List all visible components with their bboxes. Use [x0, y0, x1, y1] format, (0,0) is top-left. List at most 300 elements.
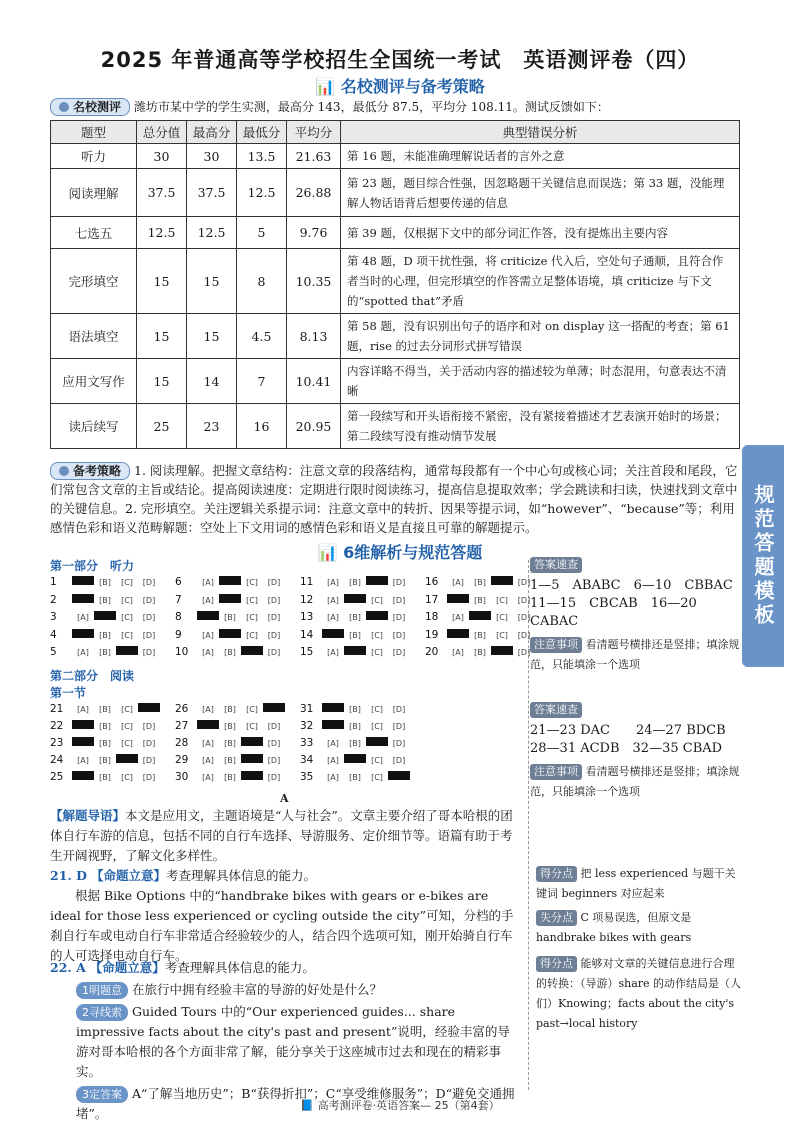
table-header: 最低分 [237, 121, 287, 144]
question-number: 3 [50, 611, 57, 623]
option-bubble: [D] [267, 756, 281, 765]
question-number: 21 [50, 703, 64, 715]
section-title-strategy: 📊 名校测评与备考策略 [315, 77, 485, 96]
option-bubble: [A] [452, 578, 464, 587]
answer-bubble-row [50, 754, 160, 766]
question-number: 1 [50, 576, 57, 588]
chart-icon: 📊 [317, 543, 344, 562]
option-bubble: [B] [224, 648, 236, 657]
option-bubble: [D] [267, 578, 281, 587]
option-bubble [491, 576, 513, 585]
step3-tag: 3定答案 [76, 1086, 128, 1103]
answer-bubble-row [300, 576, 410, 588]
ceping-row [50, 98, 740, 116]
option-bubble: [C] [246, 578, 258, 587]
option-bubble [241, 771, 263, 780]
option-bubble: [A] [327, 595, 339, 605]
answer-bubble-row [50, 720, 160, 732]
option-bubble: [A] [327, 613, 339, 622]
question-number: 20 [425, 646, 439, 658]
question-number: 32 [300, 720, 314, 732]
option-bubble: [D] [392, 756, 406, 765]
option-bubble: [D] [392, 595, 406, 605]
option-bubble [447, 594, 469, 603]
option-bubble: [D] [142, 595, 156, 605]
option-bubble: [B] [224, 773, 236, 782]
answer-bubble-row [425, 576, 535, 588]
ceping-tag: 名校测评 [50, 98, 130, 116]
option-bubble: [B] [224, 739, 236, 748]
option-bubble [219, 576, 241, 585]
answer-bubble-row [300, 720, 410, 732]
option-bubble: [D] [392, 722, 406, 731]
q21-block [50, 866, 520, 966]
option-bubble: [C] [371, 722, 383, 731]
option-bubble: [D] [267, 630, 281, 640]
answer-line: 11—15 CBCAB 16—20 CABAC [530, 596, 697, 629]
answer-bubble-row [175, 629, 285, 641]
option-bubble: [A] [327, 648, 339, 657]
option-bubble [344, 594, 366, 603]
option-bubble: [B] [474, 630, 486, 640]
table-row [51, 144, 740, 169]
option-bubble: [A] [202, 648, 214, 657]
error-analysis-cell: 第 39 题，仅根据下文中的部分词汇作答，没有提炼出主要内容 [341, 217, 740, 249]
question-number: 15 [300, 646, 314, 658]
table-cell: 七选五 [51, 217, 137, 249]
option-bubble [116, 646, 138, 655]
option-bubble [138, 703, 160, 712]
option-bubble: [B] [474, 578, 486, 587]
option-bubble: [B] [349, 722, 361, 731]
option-bubble: [B] [99, 595, 111, 605]
option-bubble [366, 737, 388, 746]
option-bubble: [C] [121, 705, 133, 714]
answer-bubble-row [50, 576, 160, 588]
table-header: 平均分 [287, 121, 341, 144]
option-bubble: [A] [202, 756, 214, 765]
guide-label: 【解题导语】 [50, 808, 126, 823]
answer-line: 28—31 ACDB 32—35 CBAD [530, 741, 723, 756]
option-bubble: [D] [392, 705, 406, 714]
answer-bubble-row [50, 594, 160, 606]
question-number: 31 [300, 703, 314, 715]
table-cell: 37.5 [137, 169, 187, 217]
option-bubble: [B] [224, 613, 236, 622]
option-bubble: [C] [496, 595, 508, 605]
option-bubble [469, 611, 491, 620]
score-table [50, 120, 740, 449]
table-cell: 4.5 [237, 314, 287, 359]
note-text: 看清题号横排还是竖排；填涂规范，只能填涂一个选项 [530, 765, 740, 798]
chart-icon: 📊 [315, 77, 341, 96]
table-cell: 12.5 [137, 217, 187, 249]
table-row [51, 359, 740, 404]
option-bubble: [A] [327, 578, 339, 587]
table-cell: 7 [237, 359, 287, 404]
table-cell: 10.35 [287, 249, 341, 314]
note-tag: 注意事项 [530, 764, 582, 780]
option-bubble: [D] [517, 613, 531, 622]
error-analysis-cell: 第 48 题，D 项干扰性强，将 criticize 代入后，空处句子通顺，且符合作者当时的心理，但完形填空的作答需立足整体语境，填 criticize 与下文的“spotted that”矛盾 [341, 249, 740, 314]
error-analysis-cell: 第 23 题，题目综合性强，因忽略题干关键信息而误选；第 33 题，没能理解人物话语背后想要传递的信息 [341, 169, 740, 217]
question-number: 10 [175, 646, 189, 658]
answer-bubble-row [50, 771, 160, 783]
table-cell: 8 [237, 249, 287, 314]
option-bubble: [D] [267, 613, 281, 622]
option-bubble: [D] [142, 613, 156, 622]
option-bubble: [D] [142, 773, 156, 782]
option-bubble: [D] [142, 648, 156, 657]
option-bubble: [D] [142, 722, 156, 731]
table-header: 典型错误分析 [341, 121, 740, 144]
question-number: 4 [50, 628, 57, 641]
q21-explanation: 根据 Bike Options 中的“handbrake bikes with gears or e-bikes are ideal for those less experienced or cycling outside the city”可知，分档的手刹自行车或电动自行车非常适合经验较少的人，结合四个选项可知，刚开始骑自行车的人可选择电动自行车。 [50, 888, 514, 963]
option-bubble: [B] [224, 705, 236, 714]
option-bubble: [B] [349, 773, 361, 782]
question-number: 33 [300, 737, 314, 749]
ceping-intro: 潍坊市某中学的学生实测，最高分 143，最低分 87.5，平均分 108.11。测试反馈如下： [133, 100, 609, 114]
option-bubble: [B] [349, 739, 361, 748]
option-bubble [72, 629, 94, 638]
answer-bubble-row [175, 754, 285, 766]
table-cell: 5 [237, 217, 287, 249]
option-bubble [72, 576, 94, 585]
option-bubble [344, 754, 366, 763]
section-title-analysis: 📊 6维解析与规范答题 [317, 543, 483, 562]
option-bubble [241, 646, 263, 655]
option-bubble: [B] [99, 578, 111, 587]
table-row [51, 314, 740, 359]
option-bubble: [C] [371, 595, 383, 605]
answer-bubble-row [300, 611, 410, 623]
step2-text: Guided Tours 中的“Our experienced guides... share impressive facts about the city's past and present”说明，经验丰富的导游对哥本哈根的各个方面非常了解，能分享关于这座城市过去和现在的精彩事实。 [76, 1004, 510, 1079]
answer-bubble-row [300, 737, 410, 749]
logo-icon: 📘 [300, 1099, 318, 1112]
option-bubble: [C] [371, 630, 383, 640]
option-bubble [72, 737, 94, 746]
error-analysis-cell: 第 58 题，没有识别出句子的语序和对 on display 这一搭配的考查；第 61 题，rise 的过去分词形式拼写错误 [341, 314, 740, 359]
table-cell: 阅读理解 [51, 169, 137, 217]
table-cell: 16 [237, 404, 287, 449]
option-bubble: [D] [392, 613, 406, 622]
question-number: 30 [175, 771, 189, 783]
table-cell: 9.76 [287, 217, 341, 249]
question-number: 24 [50, 754, 64, 766]
score-point-text: 能够对文章的关键信息进行合理的转换：（导游）share 的动作结局是（人们）Knowing；facts about the city's past→local history [536, 957, 742, 1030]
option-bubble: [C] [121, 595, 133, 605]
question-number: 17 [425, 593, 439, 606]
answer-bubble-row [300, 771, 410, 783]
option-bubble: [D] [267, 595, 281, 605]
option-bubble: [A] [202, 773, 214, 782]
option-bubble: [C] [246, 705, 258, 714]
table-cell: 14 [187, 359, 237, 404]
page-title: 2025 年普通高等学校招生全国统一考试 英语测评卷（四） [100, 48, 700, 72]
table-cell: 15 [187, 314, 237, 359]
table-header: 题型 [51, 121, 137, 144]
answer-check-tag: 答案速查 [530, 557, 582, 573]
answer-bubble-row [300, 629, 410, 641]
option-bubble: [D] [517, 595, 531, 605]
answer-bubble-row [175, 646, 285, 658]
option-bubble: [A] [202, 595, 214, 605]
option-bubble: [C] [371, 705, 383, 714]
option-bubble: [B] [99, 739, 111, 748]
listening-answer-grid [50, 576, 531, 666]
note [530, 762, 745, 802]
question-number: 8 [175, 611, 182, 623]
option-bubble [366, 611, 388, 620]
table-cell: 37.5 [187, 169, 237, 217]
option-bubble [366, 576, 388, 585]
strategy-block [50, 461, 740, 537]
answer-bubble-row [175, 703, 285, 715]
option-bubble: [D] [392, 630, 406, 640]
question-number: 26 [175, 703, 189, 715]
table-cell: 15 [137, 359, 187, 404]
table-header: 总分值 [137, 121, 187, 144]
question-number: 23 [50, 737, 64, 749]
part1-heading: 第一部分 听力 [50, 559, 135, 573]
question-number: 16 [425, 576, 439, 588]
option-bubble: [C] [246, 722, 258, 731]
option-bubble: [D] [267, 648, 281, 657]
option-bubble: [C] [496, 613, 508, 622]
score-point-tag: 得分点 [536, 956, 577, 972]
step1-tag: 1明题意 [76, 982, 128, 999]
option-bubble [344, 646, 366, 655]
question-number: 9 [175, 628, 182, 641]
part2-heading: 第二部分 阅读 [50, 669, 135, 683]
side-box-reading [530, 702, 745, 802]
answer-bubble-row [50, 646, 160, 658]
table-row [51, 169, 740, 217]
option-bubble [241, 737, 263, 746]
answer-line: 1—5 ABABC 6—10 CBBAC [530, 578, 733, 593]
question-number: 28 [175, 737, 189, 749]
option-bubble: [D] [392, 648, 406, 657]
table-cell: 26.88 [287, 169, 341, 217]
table-header: 最高分 [187, 121, 237, 144]
option-bubble [116, 754, 138, 763]
page-footer [0, 1097, 800, 1113]
q21-intent: 考查理解具体信息的能力。 [165, 868, 316, 883]
table-cell: 25 [137, 404, 187, 449]
error-analysis-cell: 内容详略不得当，关于活动内容的描述较为单薄；时态混用，句意表达不清晰 [341, 359, 740, 404]
answer-bubble-row [425, 646, 535, 658]
question-number: 19 [425, 628, 439, 641]
question-number: 25 [50, 771, 64, 783]
option-bubble: [C] [121, 630, 133, 640]
table-cell: 听力 [51, 144, 137, 169]
option-bubble: [A] [202, 739, 214, 748]
option-bubble: [D] [142, 739, 156, 748]
option-bubble [322, 720, 344, 729]
note-text: 看清题号横排还是竖排；填涂规范，只能填涂一个选项 [530, 638, 740, 671]
guide-text: 本文是应用文，主题语境是“人与社会”。文章主要介绍了哥本哈根的团体自行车游的信息，包括不同的自行车选择、导游服务、定价细节等。语篇有助于考生开阔视野，了解文化多样性。 [50, 808, 513, 863]
option-bubble [94, 611, 116, 620]
table-cell: 12.5 [187, 217, 237, 249]
option-bubble [72, 594, 94, 603]
step1-text: 在旅行中拥有经验丰富的导游的好处是什么？ [131, 982, 382, 997]
footer-text: 高考测评卷·英语答案— 25（第4套） [317, 1099, 500, 1112]
table-row [51, 404, 740, 449]
option-bubble: [A] [327, 756, 339, 765]
option-bubble: [C] [121, 773, 133, 782]
question-number: 35 [300, 771, 314, 783]
option-bubble: [D] [267, 773, 281, 782]
table-cell: 13.5 [237, 144, 287, 169]
option-bubble: [B] [349, 705, 361, 714]
option-bubble: [B] [224, 756, 236, 765]
option-bubble [219, 629, 241, 638]
question-number: 22 [50, 720, 64, 732]
option-bubble: [B] [349, 578, 361, 587]
sidebar-tab: 规范答题模板 [742, 445, 784, 667]
option-bubble: [C] [371, 773, 383, 782]
option-bubble: [A] [77, 705, 89, 714]
answer-bubble-row [175, 611, 285, 623]
q22-number: 22. A [50, 960, 86, 975]
question-number: 13 [300, 611, 314, 623]
option-bubble [322, 703, 344, 712]
option-bubble: [C] [371, 648, 383, 657]
strategy-text: 1. 阅读理解。把握文章结构：注意文章的段落结构，通常每段都有一个中心句或核心词；关注首段和尾段，它们常包含文章的主旨或结论。提高阅读速度：定期进行限时阅读练习，提高信息提取效率；学会跳读和扫读，快速找到文章中的关键信息。2. 完形填空。关注逻辑关系提示词：注意文章中的转折、因果等提示词，如“however”、“because”等；利用感情色彩和语义范畴解题：空处上下文用词的感情色彩和语义是直接且可靠的解题提示。 [50, 463, 738, 535]
option-bubble: [C] [246, 630, 258, 640]
table-cell: 30 [137, 144, 187, 169]
answer-bubble-row [300, 594, 410, 606]
answer-bubble-row [300, 646, 410, 658]
option-bubble [263, 703, 285, 712]
table-row [51, 217, 740, 249]
question-number: 34 [300, 754, 314, 766]
option-bubble: [D] [392, 578, 406, 587]
table-cell: 15 [187, 249, 237, 314]
table-cell: 语法填空 [51, 314, 137, 359]
answer-bubble-row [175, 771, 285, 783]
side-box-listening [530, 557, 745, 675]
option-bubble: [B] [99, 756, 111, 765]
option-bubble [197, 611, 219, 620]
option-bubble: [D] [392, 739, 406, 748]
option-bubble: [A] [77, 756, 89, 765]
score-point-text: 把 less experienced 与题干关键词 beginners 对应起来 [536, 867, 736, 900]
answer-bubble-row [175, 720, 285, 732]
answer-bubble-row [300, 754, 410, 766]
option-bubble: [D] [267, 739, 281, 748]
table-row [51, 249, 740, 314]
option-bubble: [C] [121, 722, 133, 731]
option-bubble: [C] [121, 578, 133, 587]
option-bubble: [C] [496, 630, 508, 640]
error-analysis-cell: 第一段续写和开头语衔接不紧密，没有紧接着描述才艺表演开始时的场景；第二段续写没有推动情节发展 [341, 404, 740, 449]
section1-heading: 第一节 [50, 686, 87, 700]
answer-line: 21—23 DAC 24—27 BDCB [530, 723, 726, 738]
note [530, 635, 745, 675]
option-bubble: [D] [267, 722, 281, 731]
question-number: 27 [175, 720, 189, 732]
option-bubble: [B] [99, 630, 111, 640]
table-cell: 应用文写作 [51, 359, 137, 404]
guide-paragraph [50, 806, 520, 866]
option-bubble [491, 646, 513, 655]
option-bubble: [C] [371, 756, 383, 765]
answer-bubble-row [425, 611, 535, 623]
option-bubble [388, 771, 410, 780]
question-number: 29 [175, 754, 189, 766]
table-cell: 读后续写 [51, 404, 137, 449]
question-number: 18 [425, 611, 439, 623]
answer-check-tag: 答案速查 [530, 702, 582, 718]
table-cell: 15 [137, 249, 187, 314]
table-cell: 23 [187, 404, 237, 449]
step2-tag: 2寻线索 [76, 1004, 128, 1021]
option-bubble: [B] [349, 613, 361, 622]
question-number: 12 [300, 593, 314, 606]
option-bubble: [A] [202, 630, 214, 640]
side-box-points [536, 864, 742, 1034]
option-bubble: [A] [77, 648, 89, 657]
table-cell: 30 [187, 144, 237, 169]
question-number: 14 [300, 628, 314, 641]
option-bubble [241, 754, 263, 763]
q22-intent: 考查理解具体信息的能力。 [164, 960, 315, 975]
option-bubble: [C] [121, 739, 133, 748]
question-number: 7 [175, 593, 182, 606]
option-bubble: [A] [452, 648, 464, 657]
option-bubble: [A] [202, 705, 214, 714]
option-bubble: [B] [474, 595, 486, 605]
q21-number: 21. D [50, 868, 87, 883]
option-bubble: [A] [77, 613, 89, 622]
loss-point-text: C 项易误选，但原文是 handbrake bikes with gears [536, 911, 692, 944]
note-tag: 注意事项 [530, 637, 582, 653]
answer-bubble-row [50, 737, 160, 749]
passage-letter: A [280, 792, 289, 805]
reading-answer-grid [50, 703, 520, 788]
table-cell: 8.13 [287, 314, 341, 359]
answer-bubble-row [175, 737, 285, 749]
option-bubble [72, 771, 94, 780]
answer-bubble-row [425, 594, 535, 606]
option-bubble: [B] [349, 630, 361, 640]
option-bubble: [A] [452, 613, 464, 622]
answer-bubble-row [425, 629, 535, 641]
option-bubble: [A] [327, 773, 339, 782]
option-bubble: [B] [99, 648, 111, 657]
strategy-tag: 备考策略 [50, 462, 130, 480]
option-bubble: [B] [99, 722, 111, 731]
table-cell: 12.5 [237, 169, 287, 217]
option-bubble: [C] [246, 595, 258, 605]
table-cell: 20.95 [287, 404, 341, 449]
option-bubble: [C] [121, 613, 133, 622]
option-bubble: [D] [517, 630, 531, 640]
step3-text: A“了解当地历史”；B“获得折扣”；C“享受维修服务”；D“避免交通拥堵”。 [76, 1086, 515, 1121]
option-bubble: [B] [474, 648, 486, 657]
question-number: 2 [50, 593, 57, 606]
option-bubble: [A] [202, 578, 214, 587]
option-bubble [72, 720, 94, 729]
answer-bubble-row [300, 703, 410, 715]
option-bubble: [C] [246, 613, 258, 622]
q22-label: 【命题立意】 [89, 960, 165, 975]
answer-bubble-row [175, 594, 285, 606]
option-bubble: [B] [99, 773, 111, 782]
answer-bubble-row [50, 703, 160, 715]
score-point-tag: 得分点 [536, 866, 577, 882]
